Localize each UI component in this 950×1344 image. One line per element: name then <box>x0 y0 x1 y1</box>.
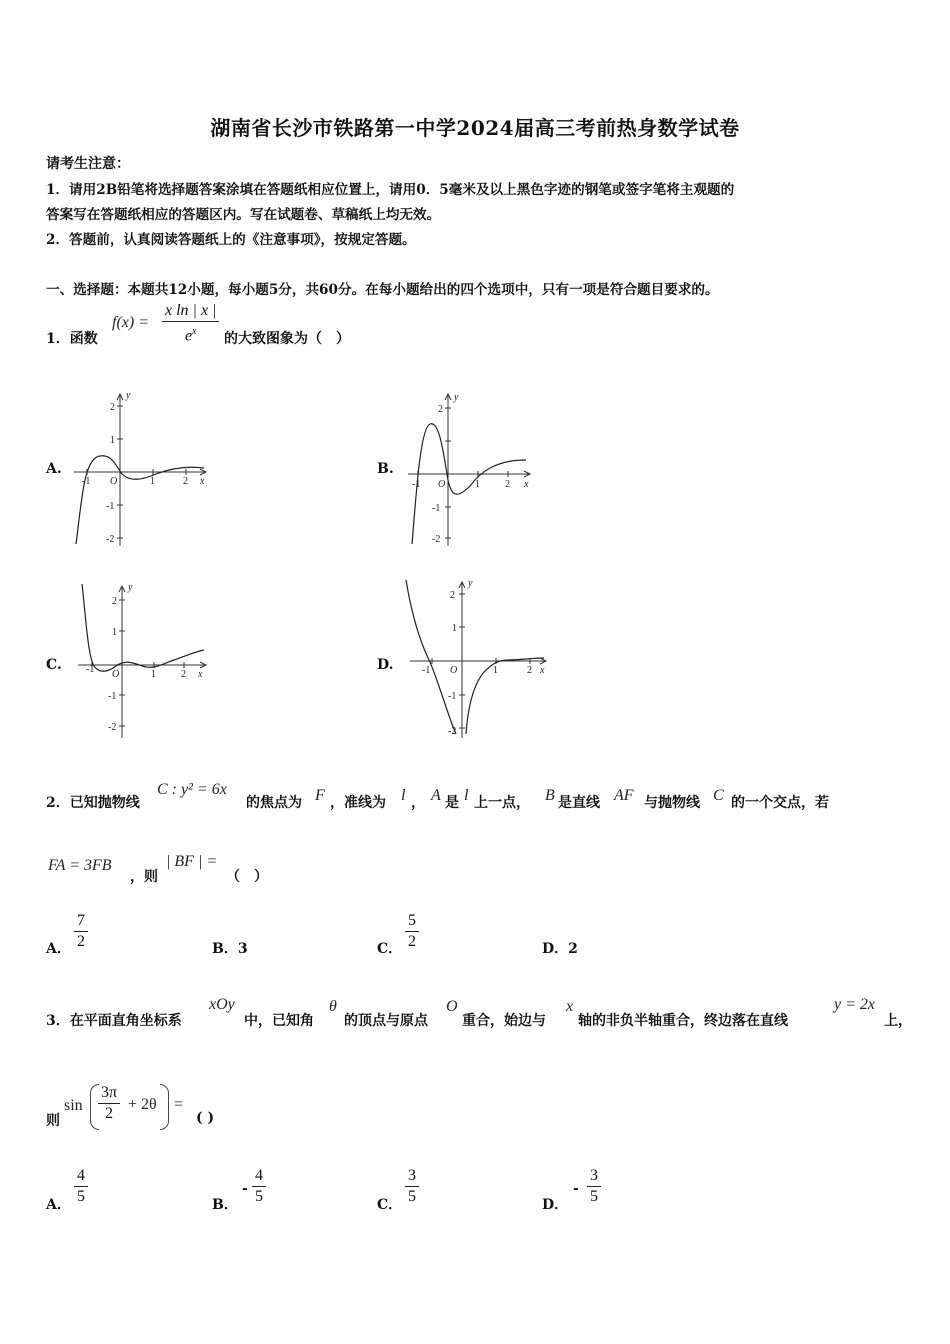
graph-c-tick-ym1: -1 <box>108 691 117 702</box>
q3-then: 则 <box>46 1113 60 1129</box>
q3-option-a-fraction: $\frac{4}{5}$ <box>74 1167 88 1206</box>
q3-option-d-fraction: $\frac{3}{5}$ <box>587 1167 601 1206</box>
q3-sin: sin <box>64 1097 83 1114</box>
q1-graph-a <box>66 388 216 548</box>
q3-xOy: xOy <box>209 996 235 1013</box>
q3-answer-paren: ( ) <box>196 1110 215 1126</box>
graph-d-tick-xm1: -1 <box>422 665 431 676</box>
graph-b-y-label: y <box>454 392 459 403</box>
notice-line-1: 1．请用2B铅笔将选择题答案涂填在答题纸相应位置上，请用0．5毫米及以上黑色字迹的钢笔或签字笔将主观题的 <box>46 182 735 198</box>
q1-numerator: x ln | x | <box>162 302 219 322</box>
q3-option-c-fraction: $\frac{3}{5}$ <box>405 1167 419 1206</box>
q1-option-b-label: B. <box>377 461 394 477</box>
graph-d-x-label: x <box>540 665 545 676</box>
graph-b-tick-y2: 2 <box>438 404 443 415</box>
q2-A: A <box>431 787 441 804</box>
graph-b-tick-xm1: -1 <box>412 479 421 490</box>
q2-text-6: 是直线 <box>558 795 600 811</box>
graph-c-tick-y1: 1 <box>112 627 117 638</box>
q3-angle-fraction: $\frac{3\pi}{2}$ <box>98 1084 120 1123</box>
q1-prefix: 1．函数 <box>46 331 98 347</box>
q1-graph-b <box>400 388 550 548</box>
q3-eq: = <box>174 1096 184 1113</box>
q2-option-b: B．3 <box>212 941 248 957</box>
graph-d-tick-x2: 2 <box>527 665 532 676</box>
q3-text-3: 重合，始边与 <box>462 1013 546 1029</box>
q2-l: l <box>401 787 406 804</box>
q2-text-1: 的焦点为 <box>246 795 302 811</box>
q2-text-8: 的一个交点，若 <box>731 795 829 811</box>
q2-option-a-fraction: $\frac{7}{2}$ <box>74 912 88 951</box>
graph-b-origin: O <box>438 479 446 490</box>
graph-a-tick-x2: 2 <box>183 476 188 487</box>
graph-a-tick-ym1: -1 <box>106 501 115 512</box>
q2-l2: l <box>464 787 469 804</box>
q3-option-b-sign: - <box>242 1181 248 1197</box>
q3-line: y = 2x <box>834 996 875 1013</box>
q2-text-10: （ ） <box>226 869 268 885</box>
q1-graph-c <box>70 580 220 740</box>
q1-fx: f(x) = <box>112 314 149 331</box>
q2-text-9: ，则 <box>130 869 158 885</box>
q2-option-c-fraction: $\frac{5}{2}$ <box>405 912 419 951</box>
notice-line-1b: 答案写在答题纸相应的答题区内。写在试题卷、草稿纸上均无效。 <box>46 207 441 223</box>
graph-b-tick-x1: 1 <box>475 479 480 490</box>
section-heading: 一、选择题：本题共12小题，每小题5分，共60分。在每小题给出的四个选项中，只有一项是符合题目要求的。 <box>46 282 719 298</box>
q2-B: B <box>545 787 555 804</box>
q1-option-d-label: D. <box>377 657 394 673</box>
graph-d-tick-x1: 1 <box>493 665 498 676</box>
page-title: 湖南省长沙市铁路第一中学2024届高三考前热身数学试卷 <box>210 116 740 140</box>
q3-text-4: 轴的非负半轴重合，终边落在直线 <box>578 1013 788 1029</box>
q3-x: x <box>566 998 574 1015</box>
q3-O: O <box>446 998 458 1015</box>
graph-c-x-label: x <box>198 669 203 680</box>
q3-option-d-sign: - <box>573 1181 579 1197</box>
q3-text-5: 上， <box>884 1013 912 1029</box>
graph-d-tick-y2: 2 <box>450 590 455 601</box>
graph-a-tick-x1: 1 <box>150 476 155 487</box>
graph-c-tick-xm1: -1 <box>86 664 95 675</box>
graph-a-origin: O <box>110 476 118 487</box>
graph-c-y-label: y <box>128 582 133 593</box>
q2-option-d: D．2 <box>542 941 578 957</box>
q3-theta: θ <box>329 998 337 1015</box>
q3-option-c-label: C． <box>377 1197 403 1213</box>
graph-c-tick-ym2: -2 <box>108 722 117 733</box>
graph-a-x-label: x <box>200 476 205 487</box>
q2-text-3: ， <box>411 795 425 811</box>
graph-c-origin: O <box>112 669 120 680</box>
q2-text-5: 上一点， <box>474 795 530 811</box>
q1-denominator: $e^x$ <box>184 326 197 345</box>
q3-option-b-fraction: $\frac{4}{5}$ <box>252 1167 266 1206</box>
q1-graph-d <box>396 576 556 741</box>
graph-a-y-label: y <box>126 390 131 401</box>
graph-d-origin: O <box>450 665 458 676</box>
q1-option-a-label: A. <box>46 461 62 477</box>
q2-F: F <box>315 787 325 804</box>
q3-text-2: 的顶点与原点 <box>344 1013 428 1029</box>
q2-text-7: 与抛物线 <box>644 795 700 811</box>
q2-AF: AF <box>614 787 634 804</box>
notice-heading: 请考生注意： <box>46 156 130 172</box>
q3-prefix: 3．在平面直角坐标系 <box>46 1013 182 1029</box>
q2-curve: C : y² = 6x <box>157 781 227 798</box>
q3-plus: + 2θ <box>128 1096 157 1113</box>
graph-b-tick-ym1: -1 <box>432 503 441 514</box>
q3-text-1: 中，已知角 <box>244 1013 314 1029</box>
graph-d-tick-ym2: -2 <box>448 726 457 737</box>
graph-b-x-label: x <box>524 479 529 490</box>
graph-b-tick-ym2: -2 <box>432 534 441 545</box>
q3-option-a-label: A． <box>46 1197 71 1213</box>
q2-condition: FA = 3FB <box>48 857 112 874</box>
graph-b-tick-x2: 2 <box>505 479 510 490</box>
notice-line-2: 2．答题前，认真阅读答题纸上的《注意事项》，按规定答题。 <box>46 232 416 248</box>
graph-c-tick-y2: 2 <box>112 596 117 607</box>
q1-suffix: 的大致图象为（ ） <box>224 331 350 347</box>
graph-a-tick-y1: 1 <box>110 435 115 446</box>
graph-d-y-label: y <box>468 578 473 589</box>
q1-fraction <box>162 302 219 345</box>
graph-a-tick-y2: 2 <box>110 402 115 413</box>
graph-a-tick-ym2: -2 <box>106 534 115 545</box>
q2-text-4: 是 <box>445 795 459 811</box>
graph-c-tick-x2: 2 <box>181 669 186 680</box>
q2-C: C <box>713 787 724 804</box>
q3-option-d-label: D． <box>542 1197 569 1213</box>
q2-ask: | BF | = <box>166 853 218 870</box>
q3-option-b-label: B． <box>212 1197 238 1213</box>
q2-option-c-label: C． <box>377 941 403 957</box>
q2-option-a-label: A． <box>46 941 71 957</box>
graph-c-tick-x1: 1 <box>151 669 156 680</box>
q3-right-paren <box>160 1084 169 1130</box>
graph-a-tick-xm1: -1 <box>82 476 91 487</box>
q2-prefix: 2．已知抛物线 <box>46 795 140 811</box>
graph-d-tick-ym1: -1 <box>448 691 457 702</box>
q1-option-c-label: C. <box>46 657 62 673</box>
graph-d-tick-y1: 1 <box>452 623 457 634</box>
q2-text-2: ，准线为 <box>330 795 386 811</box>
